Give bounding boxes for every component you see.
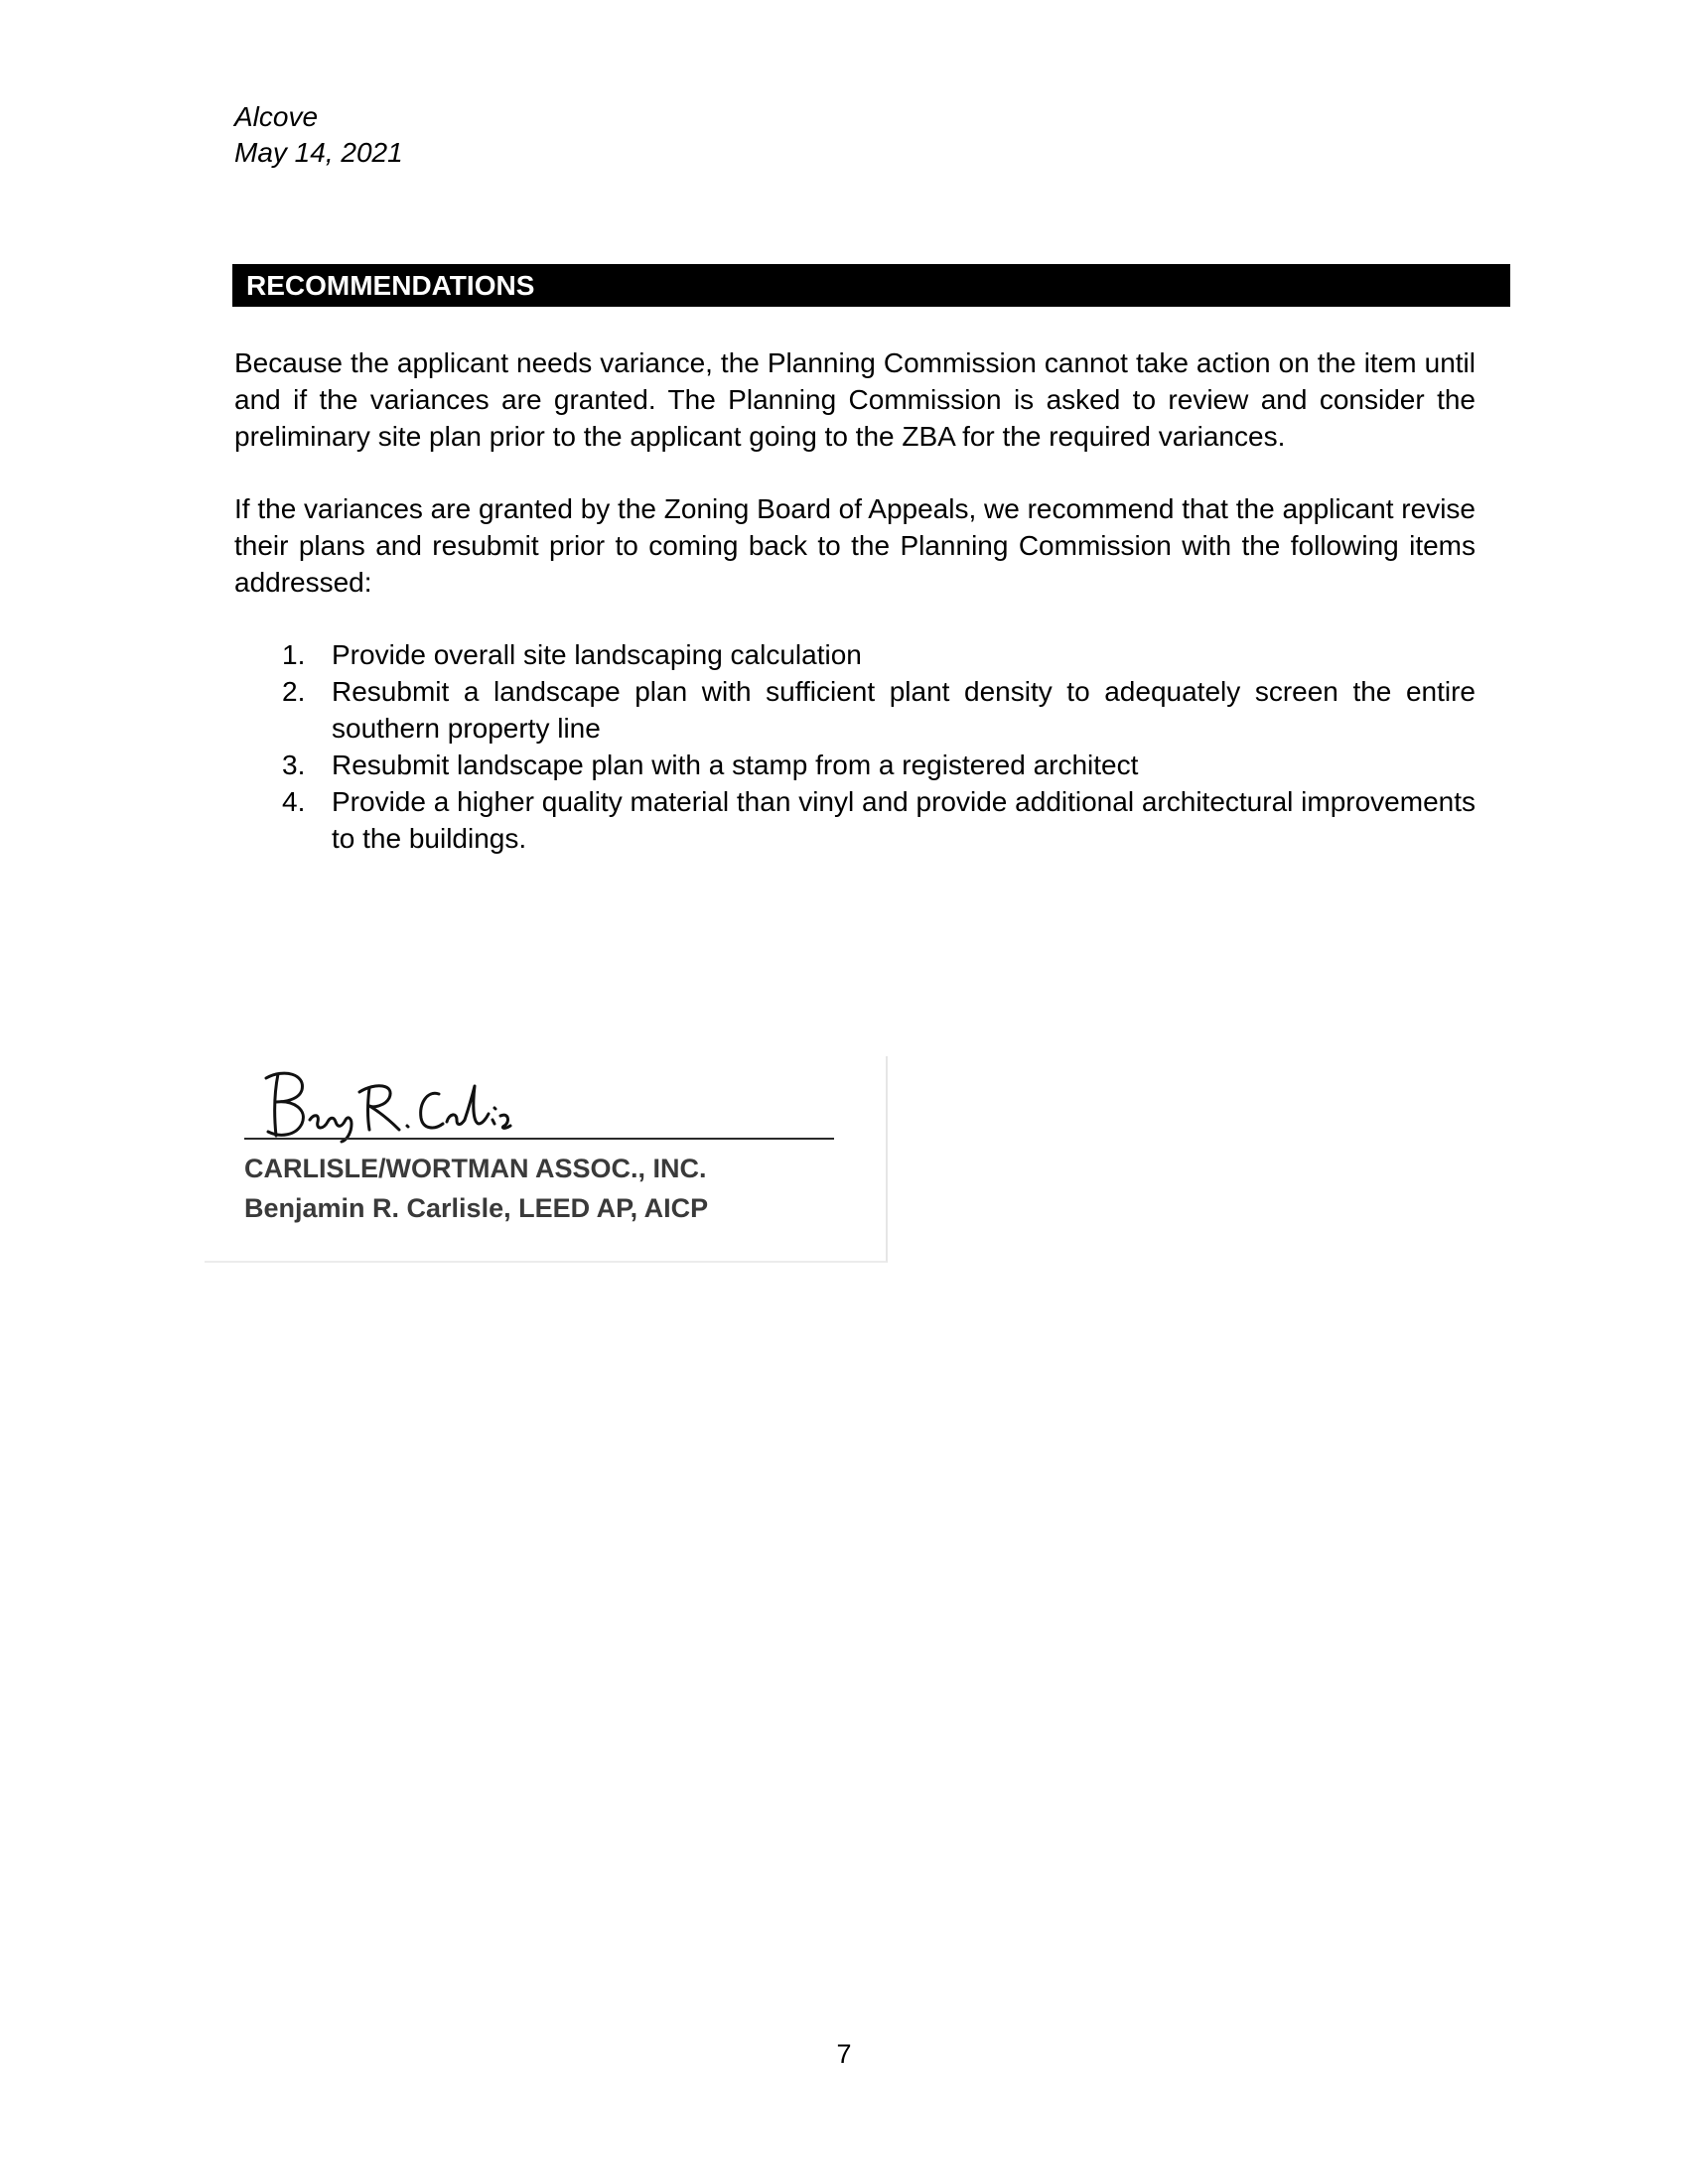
recommendation-list bbox=[234, 636, 1476, 857]
list-item-number: 1. bbox=[282, 639, 306, 670]
section-title: RECOMMENDATIONS bbox=[246, 270, 535, 301]
section-header-bar bbox=[232, 264, 1510, 307]
list-item-text: Provide overall site landscaping calculation bbox=[332, 639, 862, 670]
signature-line bbox=[244, 1138, 834, 1140]
list-item-number: 2. bbox=[282, 676, 306, 707]
list-item bbox=[234, 747, 1476, 783]
list-item-text: Resubmit a landscape plan with sufficient plant density to adequately screen the entire southern property line bbox=[332, 676, 1476, 744]
handwritten-signature-image bbox=[244, 1064, 542, 1144]
list-item-number: 4. bbox=[282, 786, 306, 817]
list-item bbox=[234, 636, 1476, 673]
header-project-name: Alcove bbox=[234, 101, 319, 132]
paragraph-variance-note: Because the applicant needs variance, the Planning Commission cannot take action on the item until and if the variances are granted. The Planning Commission is asked to review and consider the preliminary site plan prior to the applicant going to the ZBA for the required variances. bbox=[234, 347, 1476, 452]
list-item-number: 3. bbox=[282, 750, 306, 780]
signature-person-name: Benjamin R. Carlisle, LEED AP, AICP bbox=[244, 1193, 709, 1223]
list-item bbox=[234, 783, 1476, 857]
header-date: May 14, 2021 bbox=[234, 137, 403, 168]
paragraph-recommendation-intro: If the variances are granted by the Zoning Board of Appeals, we recommend that the applicant revise their plans and resubmit prior to coming back to the Planning Commission with the following items addressed: bbox=[234, 493, 1476, 598]
list-item-text: Resubmit landscape plan with a stamp from a registered architect bbox=[332, 750, 1139, 780]
signature-firm-name: CARLISLE/WORTMAN ASSOC., INC. bbox=[244, 1154, 707, 1183]
page-number: 7 bbox=[836, 2039, 852, 2069]
list-item bbox=[234, 673, 1476, 747]
signature-block bbox=[205, 1056, 888, 1263]
list-item-text: Provide a higher quality material than vinyl and provide additional architectural improvements to the buildings. bbox=[332, 786, 1476, 854]
